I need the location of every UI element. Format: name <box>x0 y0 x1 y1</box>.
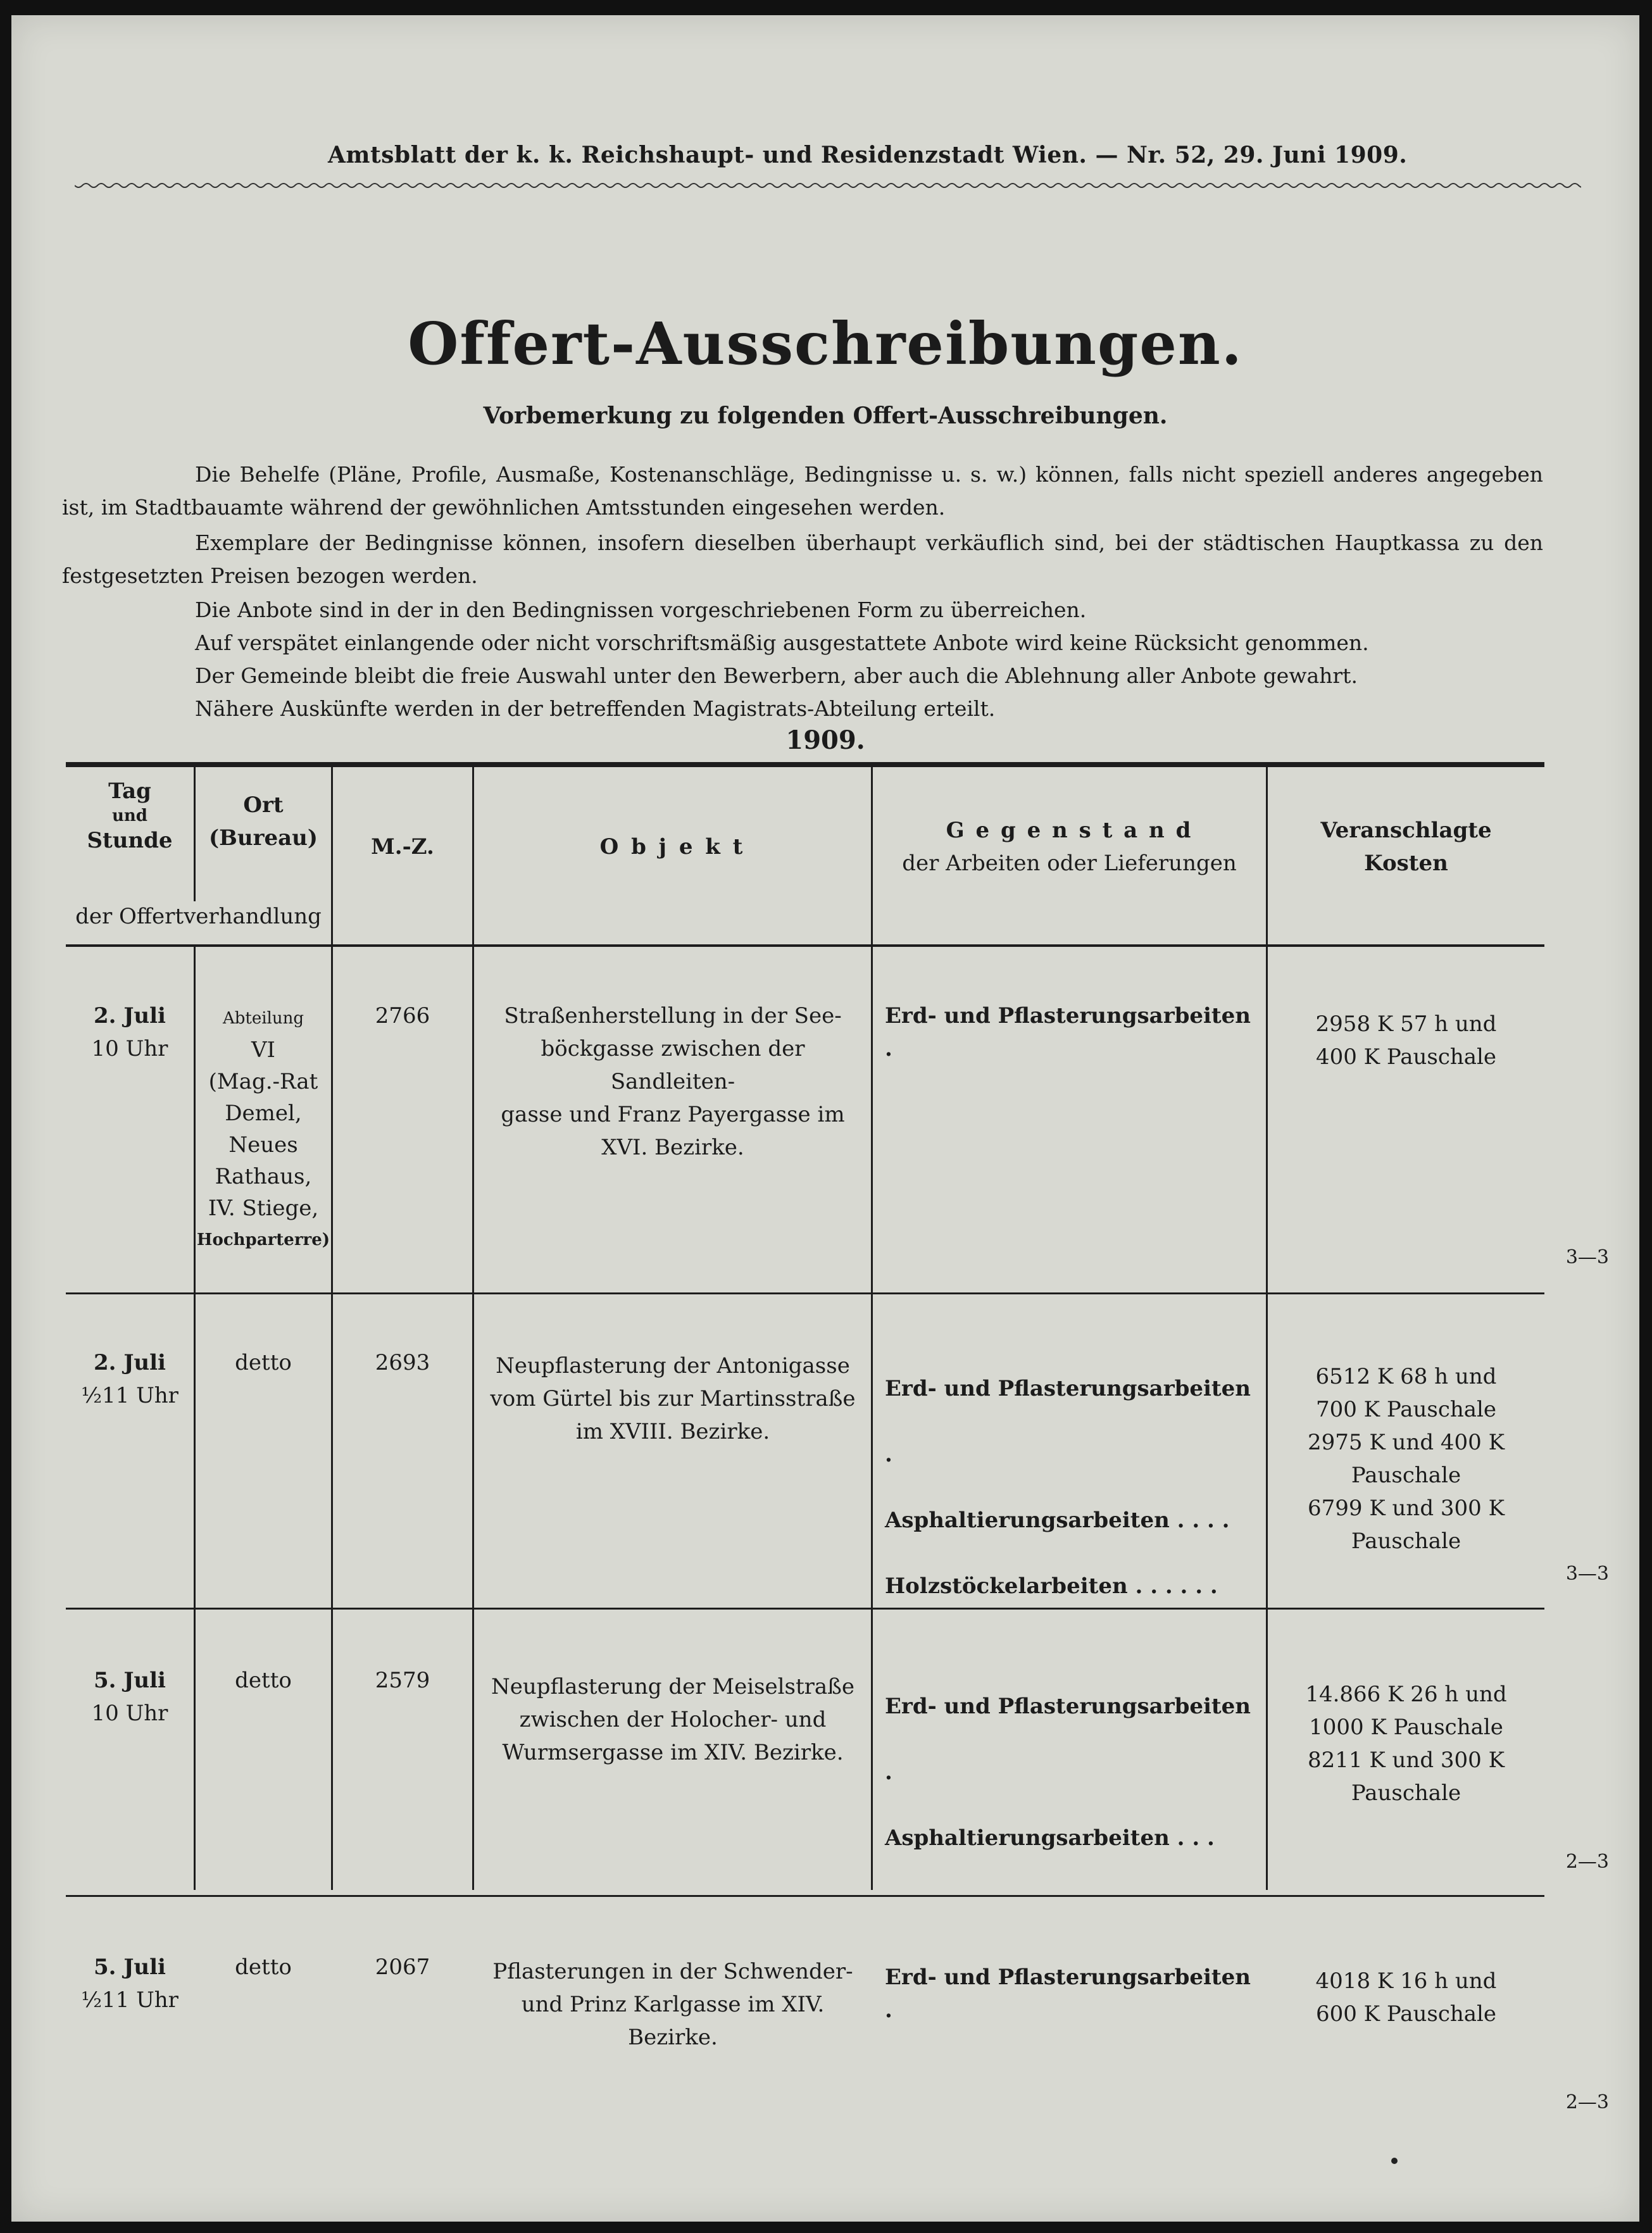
kosten-line: Pauschale <box>1351 1463 1461 1488</box>
row-date: 5. Juli <box>94 1955 166 1980</box>
table-row-1-mz: 2766 <box>375 1003 430 1029</box>
kosten-line: 4018 K 16 h und <box>1315 1968 1497 1994</box>
header-tag <box>66 775 194 857</box>
header-offertverhandlung: der Offertverhandlung <box>75 904 322 929</box>
table-row-2-mz: 2693 <box>375 1350 430 1375</box>
row-divider <box>66 1292 1544 1294</box>
objekt-line: Pflasterungen in der Schwender- <box>492 1959 853 1984</box>
table-row-1-arbeiten <box>885 999 1265 1065</box>
objekt-line: böckgasse zwischen der Sandleiten- <box>541 1036 805 1094</box>
column-rule <box>472 767 474 1890</box>
paragraph-text: Auf verspätet einlangende oder nicht vorschriftsmäßig ausgestattete Anbote wird keine Rücksicht genommen. <box>195 630 1369 655</box>
header-tag-label: Tag <box>108 779 151 804</box>
table-row-4-objekt <box>483 1955 863 2054</box>
header-wave-divider <box>75 181 1581 190</box>
document-page <box>11 15 1639 2222</box>
header-gegenstand <box>873 814 1266 880</box>
kosten-line: 6512 K 68 h und <box>1315 1364 1497 1389</box>
table-row-3-kosten <box>1268 1678 1544 1810</box>
paragraph-text: Nähere Auskünfte werden in der betreffenden Magistrats-Abteilung erteilt. <box>195 696 996 721</box>
kosten-line: 600 K Pauschale <box>1315 2001 1497 2027</box>
kosten-line: Pauschale <box>1351 1529 1461 1554</box>
row-time: ½11 Uhr <box>81 1383 178 1408</box>
paragraph-verspaetet <box>62 627 1543 660</box>
table-row-3-objekt <box>483 1670 863 1769</box>
ort-line: Rathaus, <box>215 1164 312 1189</box>
header-und-label: und <box>112 806 147 825</box>
paragraph-gemeinde <box>62 660 1543 692</box>
kosten-line: 2958 K 57 h und <box>1315 1011 1497 1037</box>
objekt-line: Neupflasterung der Meiselstraße <box>491 1674 854 1699</box>
ort-line: IV. Stiege, <box>208 1196 319 1221</box>
header-kosten-line1: Veranschlagte <box>1320 818 1492 843</box>
header-gegenstand-label: G e g e n s t a n d <box>946 818 1193 843</box>
objekt-line: zwischen der Holocher- und <box>519 1707 827 1732</box>
arbeiten-line: Holzstöckelarbeiten . . . . . . <box>885 1573 1218 1599</box>
paragraph-anbote <box>62 594 1543 627</box>
ink-dot <box>1391 2158 1398 2164</box>
ort-line: Demel, <box>225 1101 302 1126</box>
row-date: 5. Juli <box>94 1668 166 1693</box>
arbeiten-line: Erd- und Pflasterungsarbeiten . <box>885 1003 1251 1061</box>
table-header-rule <box>66 944 1544 947</box>
table-row-3-arbeiten <box>885 1673 1265 1871</box>
paragraph-text: Exemplare der Bedingnisse können, insofern dieselben überhaupt verkäuflich sind, bei der städtischen Hauptkassa zu den festgesetzten Preisen bezogen werden. <box>62 530 1543 588</box>
objekt-line: gasse und Franz Payergasse im <box>501 1102 845 1127</box>
arbeiten-line: Erd- und Pflasterungsarbeiten . <box>885 1965 1251 2023</box>
header-ort-label: Ort <box>243 792 284 818</box>
paragraph-exemplare <box>62 527 1543 592</box>
ort-line: (Mag.-Rat <box>208 1069 318 1094</box>
table-row-3-date <box>66 1664 194 1730</box>
table-row-2-ort: detto <box>235 1350 292 1375</box>
table-row-4-kosten <box>1268 1965 1544 2030</box>
kosten-line: 1000 K Pauschale <box>1309 1715 1503 1740</box>
kosten-line: 8211 K und 300 K <box>1307 1748 1505 1773</box>
paragraph-text: Die Anbote sind in der in den Bedingnissen vorgeschriebenen Form zu überreichen. <box>195 597 1087 622</box>
ort-line: Abteilung <box>222 1009 304 1028</box>
page-title: Offert-Ausschreibungen. <box>408 310 1243 378</box>
header-objekt: O b j e k t <box>599 834 746 860</box>
table-row-2-kosten <box>1268 1360 1544 1558</box>
row-date: 2. Juli <box>94 1003 166 1029</box>
table-row-4-arbeiten <box>885 1961 1265 2027</box>
paragraph-text: Die Behelfe (Pläne, Profile, Ausmaße, Kostenanschläge, Bedingnisse u. s. w.) können, falls nicht speziell anderes angegeben ist, im Stadtbauamte während der gewöhnlichen Amtsstunden eingesehen werden. <box>62 462 1543 520</box>
table-row-2-ref: 3—3 <box>1565 1563 1609 1585</box>
year-heading: 1909. <box>785 725 865 755</box>
ort-line: Hochparterre) <box>196 1230 330 1249</box>
paragraph-auskuenfte <box>62 692 1543 725</box>
paragraph-text: Der Gemeinde bleibt die freie Auswahl unter den Bewerbern, aber auch die Ablehnung aller Anbote gewahrt. <box>195 663 1358 688</box>
header-gegenstand-sub: der Arbeiten oder Lieferungen <box>902 851 1237 876</box>
row-time: ½11 Uhr <box>81 1987 178 2013</box>
row-time: 10 Uhr <box>91 1036 168 1061</box>
header-kosten <box>1268 814 1544 880</box>
header-stunde-label: Stunde <box>87 828 173 853</box>
header-ort <box>196 789 331 854</box>
kosten-line: 2975 K und 400 K <box>1307 1430 1505 1455</box>
arbeiten-line: Asphaltierungsarbeiten . . . <box>885 1825 1215 1851</box>
row-divider <box>66 1895 1544 1897</box>
page-subtitle: Vorbemerkung zu folgenden Offert-Ausschreibungen. <box>483 403 1168 429</box>
kosten-line: 14.866 K 26 h und <box>1305 1682 1507 1707</box>
table-row-3-ref: 2—3 <box>1565 1851 1609 1873</box>
objekt-line: und Prinz Karlgasse im XIV. Bezirke. <box>521 1992 825 2050</box>
header-mz: M.-Z. <box>371 834 434 860</box>
arbeiten-line: Erd- und Pflasterungsarbeiten . <box>885 1694 1251 1785</box>
kosten-line: 6799 K und 300 K <box>1307 1496 1505 1521</box>
table-row-4-mz: 2067 <box>375 1955 430 1980</box>
objekt-line: Neupflasterung der Antonigasse <box>496 1353 850 1379</box>
arbeiten-line: Asphaltierungsarbeiten . . . . <box>885 1508 1230 1533</box>
table-row-2-objekt <box>483 1349 863 1448</box>
ort-line: Neues <box>228 1132 298 1158</box>
ort-line: VI <box>251 1037 275 1063</box>
arbeiten-line: Erd- und Pflasterungsarbeiten . <box>885 1376 1251 1467</box>
table-row-3-mz: 2579 <box>375 1668 430 1693</box>
table-row-4-date <box>66 1951 194 2017</box>
paragraph-behelfe <box>62 458 1543 524</box>
column-rule <box>871 767 873 1890</box>
table-top-rule <box>66 762 1544 767</box>
table-row-2-date <box>66 1346 194 1412</box>
table-row-4-ort: detto <box>235 1955 292 1980</box>
objekt-line: im XVIII. Bezirke. <box>575 1419 770 1444</box>
header-bureau-label: (Bureau) <box>209 825 318 851</box>
row-time: 10 Uhr <box>91 1701 168 1726</box>
table-row-1-date <box>66 999 194 1065</box>
kosten-line: Pauschale <box>1351 1780 1461 1806</box>
table-row-4-ref: 2—3 <box>1565 2091 1609 2113</box>
header-kosten-line2: Kosten <box>1364 851 1448 876</box>
table-row-3-ort: detto <box>235 1668 292 1693</box>
objekt-line: XVI. Bezirke. <box>601 1135 744 1160</box>
row-date: 2. Juli <box>94 1350 166 1375</box>
table-row-2-arbeiten <box>885 1356 1265 1619</box>
table-row-1-objekt <box>483 999 863 1164</box>
objekt-line: Wurmsergasse im XIV. Bezirke. <box>502 1740 844 1765</box>
row-divider <box>66 1608 1544 1610</box>
table-row-1-ref: 3—3 <box>1565 1246 1609 1268</box>
column-rule <box>331 767 333 1890</box>
kosten-line: 700 K Pauschale <box>1315 1397 1497 1422</box>
objekt-line: vom Gürtel bis zur Martinsstraße <box>490 1386 856 1411</box>
kosten-line: 400 K Pauschale <box>1315 1044 1497 1070</box>
masthead: Amtsblatt der k. k. Reichshaupt- und Residenzstadt Wien. — Nr. 52, 29. Juni 1909. <box>328 142 1408 168</box>
objekt-line: Straßenherstellung in der See- <box>504 1003 842 1029</box>
table-row-1-ort <box>196 1003 331 1256</box>
table-row-1-kosten <box>1268 1008 1544 1073</box>
